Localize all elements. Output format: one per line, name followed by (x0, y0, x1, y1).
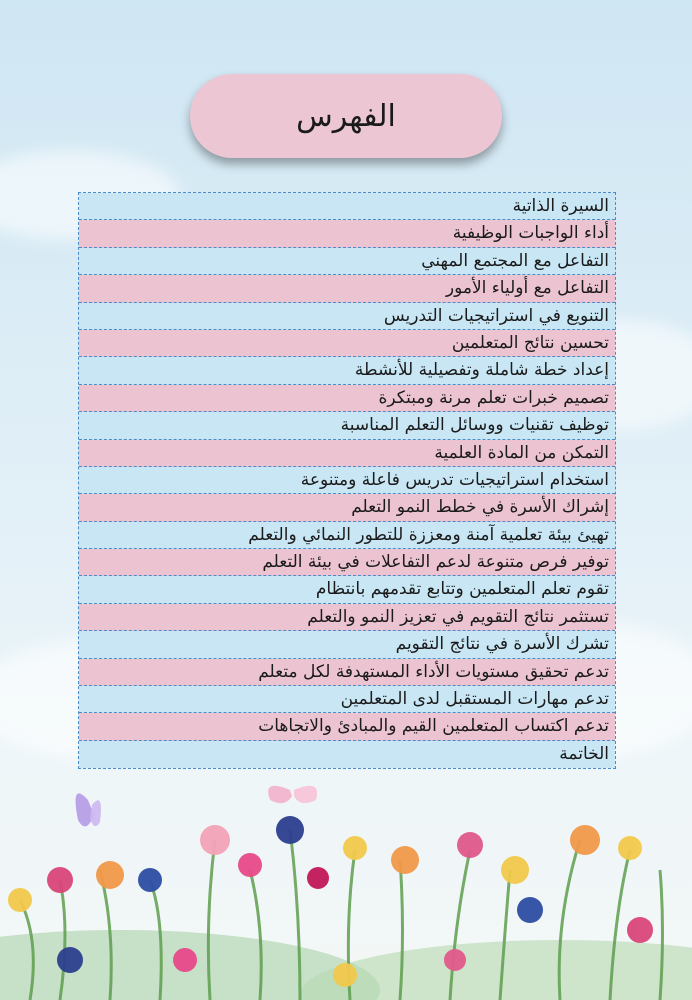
toc-item: إشراك الأسرة في خطط النمو التعلم (79, 494, 615, 521)
toc-item: تدعم مهارات المستقبل لدى المتعلمين (79, 686, 615, 713)
flower-meadow-illustration (0, 760, 692, 1000)
toc-item: أداء الواجبات الوظيفية (79, 220, 615, 247)
toc-item: تصميم خبرات تعلم مرنة ومبتكرة (79, 385, 615, 412)
toc-item: توظيف تقنيات ووسائل التعلم المناسبة (79, 412, 615, 439)
toc-item: الخاتمة (79, 741, 615, 768)
butterfly-pink-icon (268, 786, 317, 803)
toc-item: التفاعل مع المجتمع المهني (79, 248, 615, 275)
title-pill (190, 74, 502, 158)
table-of-contents (78, 192, 616, 769)
toc-item: إعداد خطة شاملة وتفصيلية للأنشطة (79, 357, 615, 384)
toc-item: السيرة الذاتية (79, 193, 615, 220)
toc-item: التنويع في استراتيجيات التدريس (79, 303, 615, 330)
toc-item: تدعم تحقيق مستويات الأداء المستهدفة لكل متعلم (79, 659, 615, 686)
toc-item: تقوم تعلم المتعلمين وتتابع تقدمهم بانتظام (79, 576, 615, 603)
toc-item: استخدام استراتيجيات تدريس فاعلة ومتنوعة (79, 467, 615, 494)
butterfly-purple-icon (76, 793, 101, 826)
toc-item: تستثمر نتائج التقويم في تعزيز النمو والتعلم (79, 604, 615, 631)
toc-item: التمكن من المادة العلمية (79, 440, 615, 467)
page-title: الفهرس (296, 98, 396, 134)
toc-item: تشرك الأسرة في نتائج التقويم (79, 631, 615, 658)
toc-item: التفاعل مع أولياء الأمور (79, 275, 615, 302)
toc-item: تحسين نتائج المتعلمين (79, 330, 615, 357)
toc-item: تدعم اكتساب المتعلمين القيم والمبادئ والاتجاهات (79, 713, 615, 740)
toc-item: توفير فرص متنوعة لدعم التفاعلات في بيئة التعلم (79, 549, 615, 576)
toc-item: تهيئ بيئة تعلمية آمنة ومعززة للتطور النمائي والتعلم (79, 522, 615, 549)
